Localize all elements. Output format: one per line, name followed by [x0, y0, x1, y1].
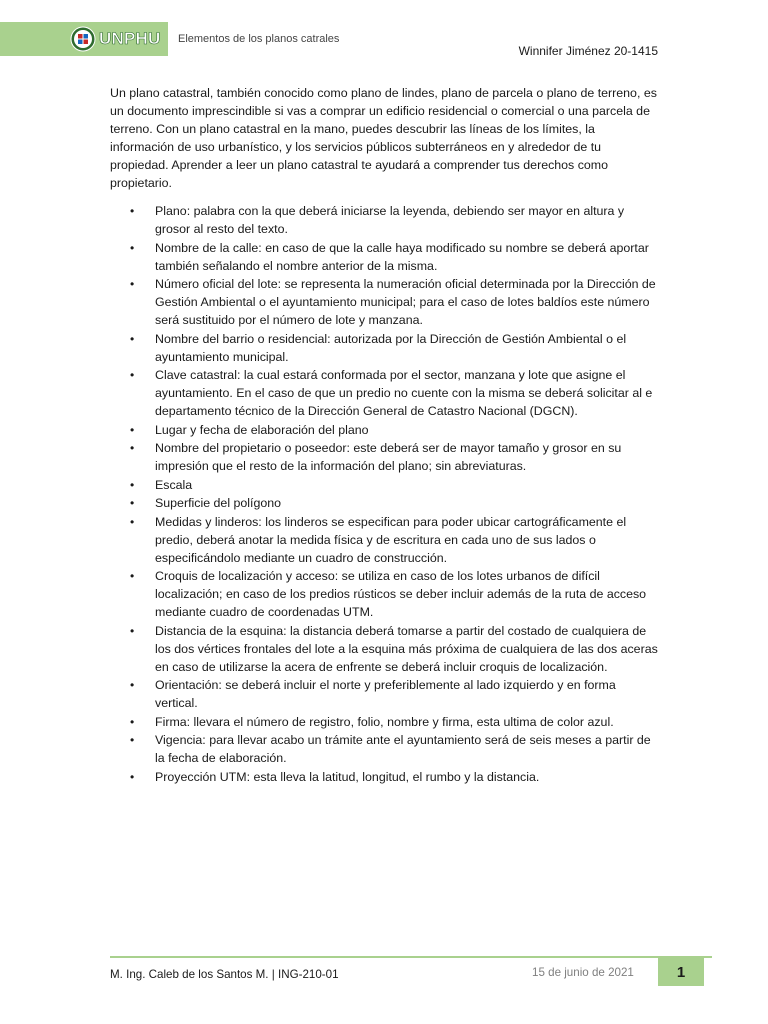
list-item-text: Vigencia: para llevar acabo un trámite ante el ayuntamiento será de seis meses a partir de la fecha de elaboración.	[155, 733, 651, 765]
list-item	[110, 494, 660, 512]
page-number: 1	[658, 958, 704, 986]
list-item-text: Proyección UTM: esta lleva la latitud, longitud, el rumbo y la distancia.	[155, 769, 540, 784]
list-item	[110, 421, 660, 439]
list-item-text: Superficie del polígono	[155, 496, 282, 510]
bullet-glyph: •	[130, 733, 135, 747]
list-item	[110, 239, 660, 275]
logo-text: UNPHU	[99, 29, 161, 48]
list-item	[110, 275, 660, 329]
list-item	[110, 731, 660, 767]
list-item-text: Nombre del barrio o residencial: autorizada por la Dirección de Gestión Ambiental o el ayuntamiento municipal.	[155, 331, 627, 364]
bullet-glyph: •	[130, 678, 135, 692]
footer-divider	[110, 956, 712, 958]
document-author: Winnifer Jiménez 20-1415	[518, 44, 658, 58]
list-item	[110, 622, 660, 676]
list-item-text: Número oficial del lote: se representa la numeración oficial determinada por la Dirección de Gestión Ambiental o el ayuntamiento municipal; para el caso de lotes baldíos este número será sustituido por el número de lote y manzana.	[155, 277, 656, 327]
bullet-glyph: •	[130, 623, 135, 638]
list-item	[110, 330, 660, 366]
elements-list	[110, 202, 660, 786]
list-item	[110, 366, 660, 420]
bullet-glyph: •	[130, 496, 135, 510]
university-seal-icon	[70, 26, 96, 52]
list-item-text: Distancia de la esquina: la distancia deberá tomarse a partir del costado de cualquiera de los dos vértices frontales del lote a la esquina más próxima de cualquiera de las dos aceras en caso de utilizarse la acera de enfrente se deberá incluir croquis de localización.	[155, 623, 658, 674]
bullet-glyph: •	[130, 477, 135, 492]
list-item	[110, 768, 660, 786]
list-item	[110, 713, 660, 731]
document-header-title: Elementos de los planos catrales	[178, 33, 340, 45]
list-item	[110, 439, 660, 475]
bullet-glyph: •	[130, 714, 135, 729]
list-item-text: Medidas y linderos: los linderos se especifican para poder ubicar cartográficamente el predio, deberá anotar la medida física y de escritura en cada uno de sus lados o especificándolo mediante un cuadro de construcción.	[155, 514, 627, 565]
footer-date: 15 de junio de 2021	[532, 966, 634, 979]
bullet-glyph: •	[130, 514, 135, 529]
list-item	[110, 676, 660, 712]
list-item-text: Nombre de la calle: en caso de que la calle haya modificado su nombre se deberá aportar también señalando el nombre anterior de la misma.	[155, 240, 649, 273]
bullet-glyph: •	[130, 204, 135, 218]
list-item-text: Plano: palabra con la que deberá iniciarse la leyenda, debiendo ser mayor en altura y grosor al resto del texto.	[155, 204, 625, 236]
bullet-glyph: •	[130, 240, 135, 255]
list-item	[110, 567, 660, 621]
bullet-glyph: •	[130, 277, 135, 291]
list-item-text: Firma: llevara el número de registro, folio, nombre y firma, esta ultima de color azul.	[155, 714, 614, 729]
footer-instructor-course: M. Ing. Caleb de los Santos M. | ING-210-01	[110, 968, 339, 981]
university-logo	[70, 26, 160, 52]
bullet-glyph: •	[130, 441, 135, 455]
list-item-text: Croquis de localización y acceso: se utiliza en caso de los lotes urbanos de difícil localización; en caso de los predios rústicos se deber incluir además de la ruta de acceso mediante cuadro de coordenadas UTM.	[155, 569, 647, 619]
bullet-glyph: •	[130, 331, 135, 346]
list-item-text: Clave catastral: la cual estará conformada por el sector, manzana y lote que asigne el ayuntamiento. En el caso de que un predio no cuente con la misma se deberá solicitar al e departamento técnico de la Dirección General de Catastro Nacional (DGCN).	[155, 368, 653, 418]
list-item-text: Escala	[155, 477, 193, 492]
list-item-text: Nombre del propietario o poseedor: este deberá ser de mayor tamaño y grosor en su impresión que el resto de la información del plano; sin abreviaturas.	[155, 441, 622, 473]
list-item	[110, 202, 660, 238]
bullet-glyph: •	[130, 569, 135, 583]
intro-paragraph: Un plano catastral, también conocido como plano de lindes, plano de parcela o plano de terreno, es un documento imprescindible si vas a comprar un edificio residencial o comercial o una parcela de terreno. Con un plano catastral en la mano, puedes descubrir las líneas de los límites, la información de uso urbanístico, y los servicios públicos subterráneos en y alrededor de tu propiedad. Aprender a leer un plano catastral te ayudará a comprender tus derechos como propietario.	[110, 86, 657, 190]
bullet-glyph: •	[130, 422, 135, 437]
document-body	[110, 84, 660, 786]
list-item-text: Lugar y fecha de elaboración del plano	[155, 422, 369, 437]
list-item-text: Orientación: se deberá incluir el norte y preferiblemente al lado izquierdo y en forma vertical.	[155, 678, 616, 710]
list-item	[110, 513, 660, 567]
list-item	[110, 476, 660, 494]
bullet-glyph: •	[130, 769, 135, 784]
bullet-glyph: •	[130, 368, 135, 382]
